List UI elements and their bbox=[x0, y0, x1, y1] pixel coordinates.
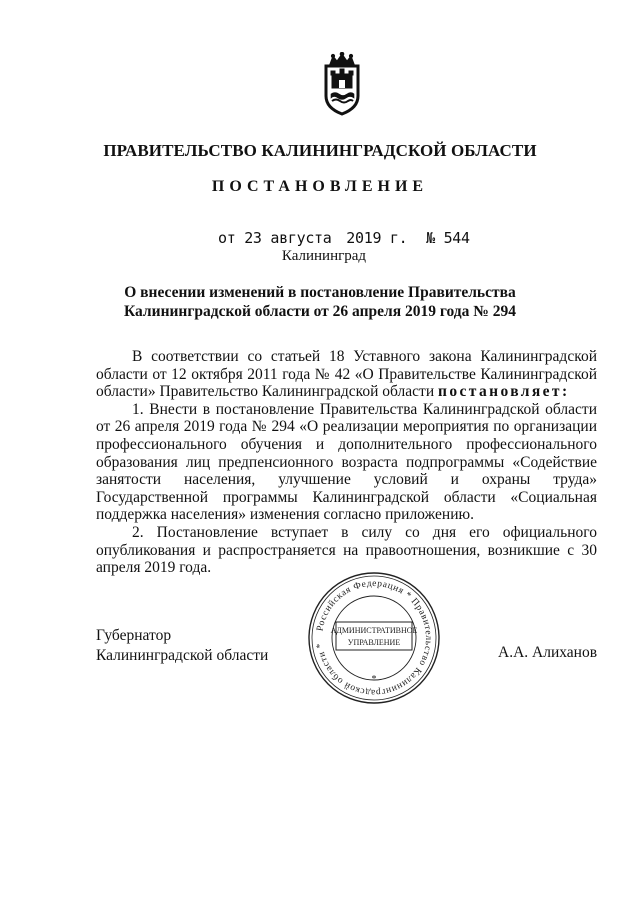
position-line-1: Губернатор bbox=[96, 627, 172, 644]
document-title bbox=[0, 283, 640, 321]
date-year: 2019 г. bbox=[346, 229, 408, 247]
title-line-1: О внесении изменений в постановление Правительства bbox=[124, 284, 516, 301]
preamble-text: В соответствии со статьей 18 Уставного закона Калининградской области от 12 октября 2011 года № 42 «О Правительстве Калининградской области» Правительство Калининградской области bbox=[96, 348, 597, 401]
official-stamp bbox=[306, 570, 442, 706]
document-type-heading: ПОСТАНОВЛЕНИЕ bbox=[211, 178, 429, 195]
stamp-ring-text: Российская Федерация * Правительство Калининградской области * bbox=[315, 578, 434, 698]
date-prefix: от bbox=[218, 229, 236, 247]
item-2-paragraph: 2. Постановление вступает в силу со дня его официального опубликования и распространяется на правоотношения, возникшие с 30 апреля 2019 года. bbox=[96, 523, 597, 577]
stamp-center-line-1: АДМИНИСТРАТИВНОЕ bbox=[330, 626, 418, 635]
date-number-line bbox=[218, 229, 470, 247]
signatory-name: А.А. Алиханов bbox=[498, 644, 598, 661]
decree-word: постановляет: bbox=[438, 383, 570, 401]
position-line-2: Калининградской области bbox=[96, 647, 269, 664]
item-1-paragraph: 1. Внести в постановление Правительства Калининградской области от 26 апреля 2019 года № 294 «О реализации мероприятия по организации профессионального обучения и дополнительного профессионального образования лиц предпенсионного возраста подпрограммы «Содействие занятости населения, улучшение условий и охраны труда» Государственной программы Калининградской области «Социальная поддержка населения» изменения согласно приложению. bbox=[96, 400, 597, 524]
signatory-position bbox=[96, 626, 268, 666]
decree-number: № 544 bbox=[426, 229, 470, 247]
city-name: Калининград bbox=[281, 248, 367, 264]
preamble-paragraph bbox=[96, 348, 597, 401]
document-body bbox=[96, 348, 597, 577]
coat-of-arms-emblem bbox=[318, 52, 366, 116]
government-heading: ПРАВИТЕЛЬСТВО КАЛИНИНГРАДСКОЙ ОБЛАСТИ bbox=[103, 141, 537, 160]
stamp-star: * bbox=[371, 674, 377, 685]
stamp-center-line-2: УПРАВЛЕНИЕ bbox=[347, 638, 401, 647]
title-line-2: Калининградской области от 26 апреля 2019 года № 294 bbox=[124, 303, 516, 320]
date-value: 23 августа bbox=[244, 229, 332, 247]
